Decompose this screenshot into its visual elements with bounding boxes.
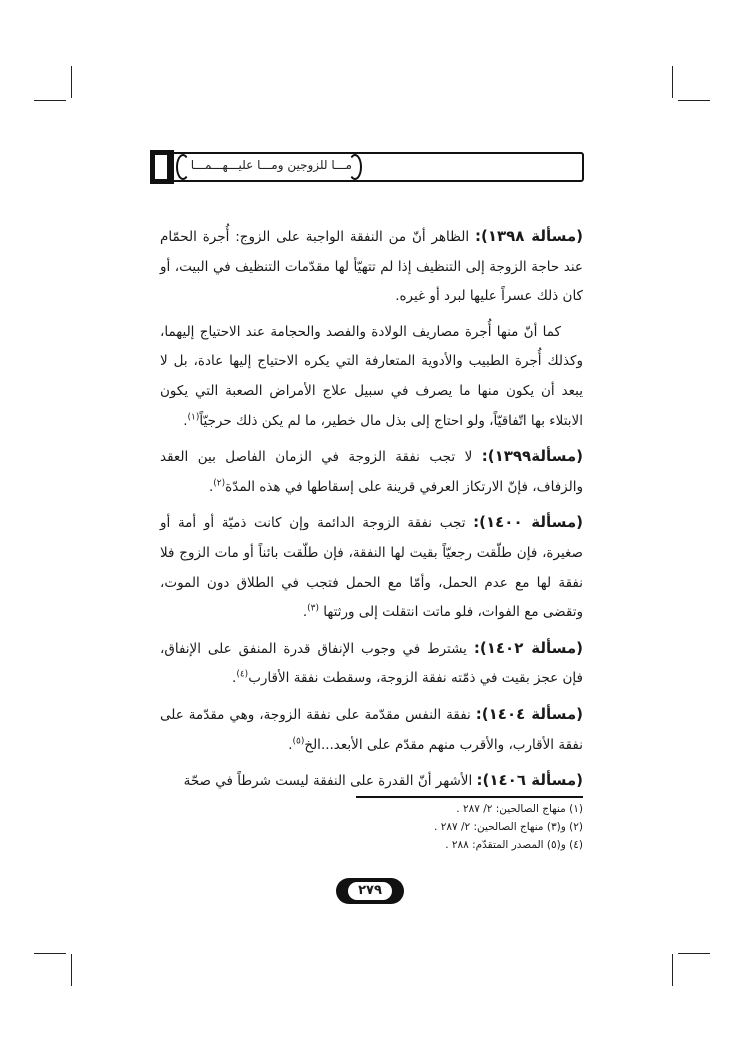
crop-mark: [34, 953, 66, 954]
paragraph-text: الأشهر أنّ القدرة على النفقة ليست شرطاً في صحّة: [183, 773, 477, 790]
footnote: (٤) و(٥) المصدر المتقدّم: ٢٨٨ .: [445, 839, 583, 851]
paragraph-text: كما أنّ منها أُجرة مصاريف الولادة والفصد والحجامة عند الاحتياج إليهما، وكذلك أُجرة الطبيب والأدوية المتعارفة التي يكره الاحتياج إليها عادة، بل لا يبعد أن يكون منها ما يصرف في سبيل علاج الأمراض الصعبة التي يكون الابتلاء بها اتّفاقيّاً، ولو احتاج إلى بذل مال خطير، ما لم يكن ذلك حرجيّاً: [160, 323, 583, 429]
paragraph: (مسألة ١٤٠٢): يشترط في وجوب الإنفاق قدرة المنفق على الإنفاق، فإن عجز بقيت في ذمّته نفقة الزوجة، وسقطت نفقة الأقارب$^{(٤)}$.: [160, 638, 583, 687]
paragraph-text: يشترط في وجوب الإنفاق قدرة المنفق على الإنفاق، فإن عجز بقيت في ذمّته نفقة الزوجة، وسقطت نفقة الأقارب: [160, 640, 583, 687]
footnote: (٢) و(٣) منهاج الصالحين: ٢/ ٢٨٧ .: [434, 821, 583, 833]
issue-label: (مسألة ١٤٠٦):: [476, 771, 583, 790]
footnote-ref: (٢): [213, 478, 226, 489]
paragraph: [160, 766, 583, 797]
crop-mark: [672, 66, 673, 98]
footnote-ref: (٥): [292, 736, 305, 746]
running-header: [152, 152, 584, 182]
main-text: [160, 222, 583, 803]
footnotes: [356, 800, 583, 854]
footnote-separator: [356, 796, 583, 798]
header-title: مـــا للزوجين ومـــا عليـــهـــمـــا: [190, 158, 352, 172]
issue-label: (مسألة ١٣٩٨):: [474, 227, 583, 245]
crop-mark: [678, 953, 710, 954]
paragraph: [160, 222, 583, 312]
crop-mark: [71, 66, 72, 98]
header-left-ornament: [150, 150, 174, 184]
crop-mark: [672, 954, 673, 986]
footnote: (١) منهاج الصالحين: ٢/ ٢٨٧ .: [456, 803, 583, 815]
header-left-arc: [176, 154, 190, 180]
footnote-ref: (٣): [307, 603, 319, 614]
paragraph-text: لا تجب نفقة الزوجة في الزمان الفاصل بين العقد والزفاف، فإنّ الارتكاز العرفي قرينة على إسقاطها في هذه المدّة: [160, 449, 583, 495]
paragraph: (مسألة ١٤٠٤): نفقة النفس مقدّمة على نفقة الزوجة، وهي مقدّمة على نفقة الأقارب، والأقرب منهم مقدّم على الأبعد...الخ$^{(٥)}$.: [160, 704, 583, 753]
page-number: ٢٧٩: [348, 882, 392, 900]
crop-mark: [678, 100, 710, 101]
issue-label: (مسألة ١٤٠٠):: [473, 513, 584, 532]
paragraph: (مسألة١٣٩٩): لا تجب نفقة الزوجة في الزمان الفاصل بين العقد والزفاف، فإنّ الارتكاز العرفي قرينة على إسقاطها في هذه المدّة$^{(٢)}$.: [160, 447, 583, 495]
crop-mark: [34, 100, 66, 101]
paragraph: كما أنّ منها أُجرة مصاريف الولادة والفصد والحجامة عند الاحتياج إليهما، وكذلك أُجرة الطبيب والأدوية المتعارفة التي يكره الاحتياج إليها عادة، بل لا يبعد أن يكون منها ما يصرف في سبيل علاج الأمراض الصعبة التي يكون الابتلاء بها اتّفاقيّاً، ولو احتاج إلى بذل مال خطير، ما لم يكن ذلك حرجيّاً$^{(١)}$.: [160, 323, 583, 429]
footnote-ref: (٤): [236, 669, 249, 680]
issue-label: (مسألة١٣٩٩):: [481, 447, 583, 466]
paragraph-text: الظاهر أنّ من النفقة الواجبة على الزوج: أُجرة الحمّام عند حاجة الزوجة إلى التنظيف إذا لم تتهيّأ لها مقدّمات التنظيف في البيت، أو كان ذلك عسراً عليها لبرد أو غيره.: [160, 229, 583, 305]
page-number-badge: [336, 878, 404, 904]
paragraph-text: نفقة النفس مقدّمة على نفقة الزوجة، وهي مقدّمة على نفقة الأقارب، والأقرب منهم مقدّم على الأبعد...الخ: [160, 706, 583, 753]
paragraph: (مسألة ١٤٠٠): تجب نفقة الزوجة الدائمة وإن كانت ذميّة أو أمة أو صغيرة، فإن طلّقت رجعيّاً بقيت لها النفقة، فإن طلّقت بائناً أو مات الزوج فلا نفقة لها مع عدم الحمل، وأمّا مع الحمل فتجب في الطلاق دون الموت، وتقضى مع الفوات، فلو ماتت انتقلت إلى ورثتها $^{(٣)}$.: [160, 513, 584, 621]
footnote-ref: (١): [187, 412, 200, 423]
issue-label: (مسألة ١٤٠٢):: [473, 638, 583, 657]
crop-mark: [71, 954, 72, 986]
issue-label: (مسألة ١٤٠٤):: [475, 704, 583, 723]
paragraph-text: تجب نفقة الزوجة الدائمة وإن كانت ذميّة أو أمة أو صغيرة، فإن طلّقت رجعيّاً بقيت لها النفقة، فإن طلّقت بائناً أو مات الزوج فلا نفقة لها مع عدم الحمل، وأمّا مع الحمل فتجب في الطلاق دون الموت، وتقضى مع الفوات، فلو ماتت انتقلت إلى ورثتها: [160, 515, 583, 621]
